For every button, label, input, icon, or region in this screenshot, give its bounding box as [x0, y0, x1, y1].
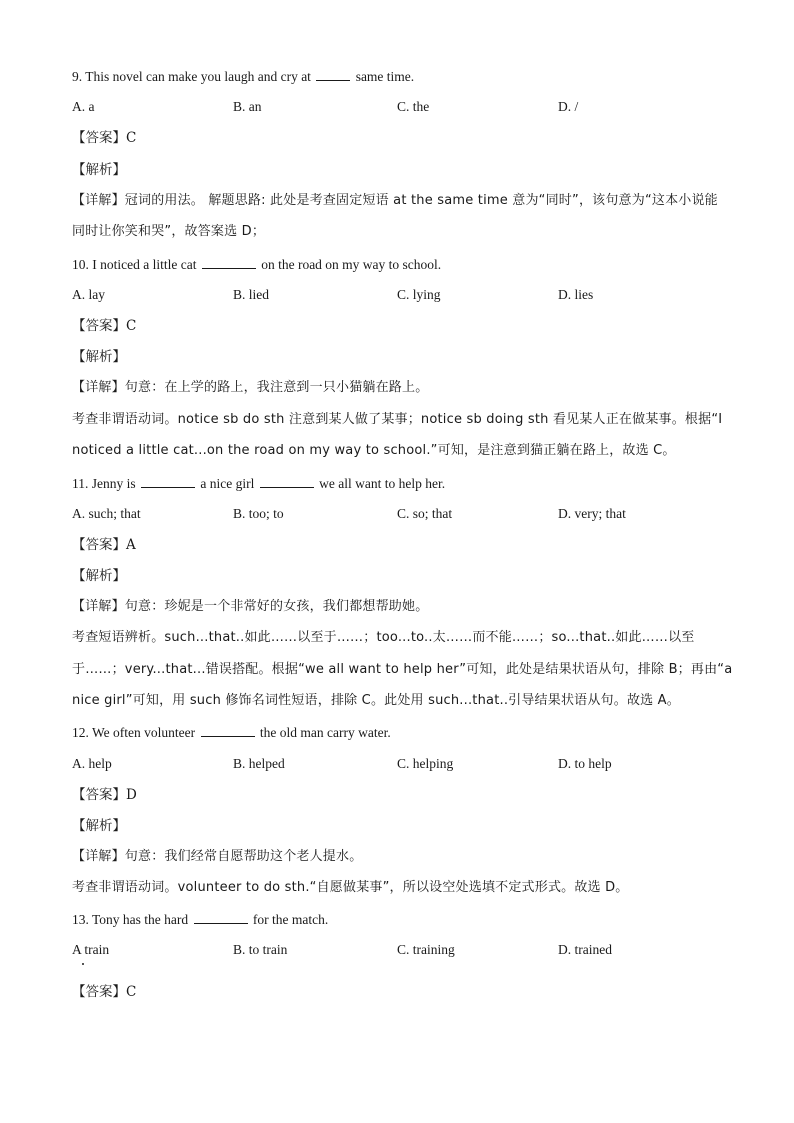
question-11-stem [72, 474, 445, 493]
detail-line: nice girl”可知，用 such 修饰名词性短语，排除 C。此处用 such...that..引导结果状语从句。故选 A。 [72, 693, 680, 708]
answer-value: C [126, 130, 137, 146]
answer-label: 【答案】 [72, 984, 126, 1000]
question-10-stem [72, 255, 441, 274]
detail-line: 考查非谓语动词。volunteer to do sth.“自愿做某事”，所以设空处选填不定式形式。故选 D。 [72, 880, 629, 895]
answer-value: C [126, 318, 137, 334]
answer-label: 【答案】 [72, 130, 126, 146]
answer-blank [260, 474, 314, 488]
option-b: B. to train [233, 942, 288, 957]
option-c: C. so; that [397, 506, 453, 521]
detail-line: 【详解】句意：在上学的路上，我注意到一只小猫躺在路上。 [72, 380, 429, 395]
question-stem-text: same time. [355, 69, 415, 84]
question-stem-text: 11. Jenny is [72, 476, 136, 491]
analysis-label: 【解析】 [72, 349, 126, 365]
answer-line [72, 129, 136, 147]
option-b: B. too; to [233, 506, 284, 521]
analysis-label: 【解析】 [72, 162, 126, 178]
question-stem-text: we all want to help her. [319, 476, 446, 491]
detail-line: 于……；very...that...错误搭配。根据“we all want to help her”可知，此处是结果状语从句，排除 B；再由“a [72, 662, 733, 677]
option-a: A. a [72, 99, 95, 114]
question-stem-text: 13. Tony has the hard [72, 912, 189, 927]
stray-mark [82, 963, 84, 965]
answer-value: D [126, 787, 137, 803]
answer-blank [141, 474, 195, 488]
option-c: C. training [397, 942, 455, 957]
question-stem-text: a nice girl [200, 476, 255, 491]
option-b: B. helped [233, 756, 285, 771]
answer-value: C [126, 984, 137, 1000]
option-a: A train [72, 942, 110, 957]
question-stem-text: 9. This novel can make you laugh and cry at [72, 69, 311, 84]
answer-line [72, 786, 137, 804]
option-c: C. the [397, 99, 430, 114]
question-stem-text: 10. I noticed a little cat [72, 257, 197, 272]
detail-line: 同时让你笑和哭”，故答案选 D； [72, 224, 266, 239]
option-d: D. trained [558, 942, 612, 957]
detail-line: 【详解】冠词的用法。 解题思路: 此处是考查固定短语 at the same time 意为“同时”，该句意为“这本小说能 [72, 193, 718, 208]
option-d: D. lies [558, 287, 594, 302]
answer-blank [202, 255, 256, 269]
question-13-stem [72, 910, 328, 929]
detail-line: 【详解】句意：我们经常自愿帮助这个老人提水。 [72, 849, 363, 864]
option-d: D. very; that [558, 506, 626, 521]
detail-line: noticed a little cat...on the road on my way to school.”可知，是注意到猫正躺在路上，故选 C。 [72, 443, 676, 458]
analysis-label: 【解析】 [72, 568, 126, 584]
answer-label: 【答案】 [72, 537, 126, 553]
detail-line: 考查短语辨析。such...that..如此……以至于……；too...to..太……而不能……；so...that..如此……以至 [72, 630, 695, 645]
analysis-label: 【解析】 [72, 818, 126, 834]
question-stem-text: 12. We often volunteer [72, 725, 196, 740]
option-b: B. an [233, 99, 262, 114]
option-c: C. lying [397, 287, 441, 302]
answer-value: A [126, 537, 136, 553]
answer-blank [201, 723, 255, 737]
option-d: D. / [558, 99, 579, 114]
answer-label: 【答案】 [72, 318, 126, 334]
question-stem-text: the old man carry water. [259, 725, 391, 740]
option-b: B. lied [233, 287, 269, 302]
answer-line [72, 536, 136, 554]
option-a: A. help [72, 756, 112, 771]
option-a: A. lay [72, 287, 105, 302]
answer-blank [316, 67, 350, 81]
question-stem-text: for the match. [252, 912, 329, 927]
answer-line [72, 317, 136, 335]
detail-line: 考查非谓语动词。notice sb do sth 注意到某人做了某事；notice sb doing sth 看见某人正在做某事。根据“I [72, 412, 723, 427]
option-a: A. such; that [72, 506, 141, 521]
question-stem-text: on the road on my way to school. [261, 257, 442, 272]
answer-label: 【答案】 [72, 787, 126, 803]
option-d: D. to help [558, 756, 612, 771]
option-c: C. helping [397, 756, 454, 771]
answer-line [72, 983, 136, 1001]
question-9-stem [72, 67, 414, 86]
question-12-stem [72, 723, 391, 742]
detail-line: 【详解】句意：珍妮是一个非常好的女孩，我们都想帮助她。 [72, 599, 429, 614]
answer-blank [194, 910, 248, 924]
